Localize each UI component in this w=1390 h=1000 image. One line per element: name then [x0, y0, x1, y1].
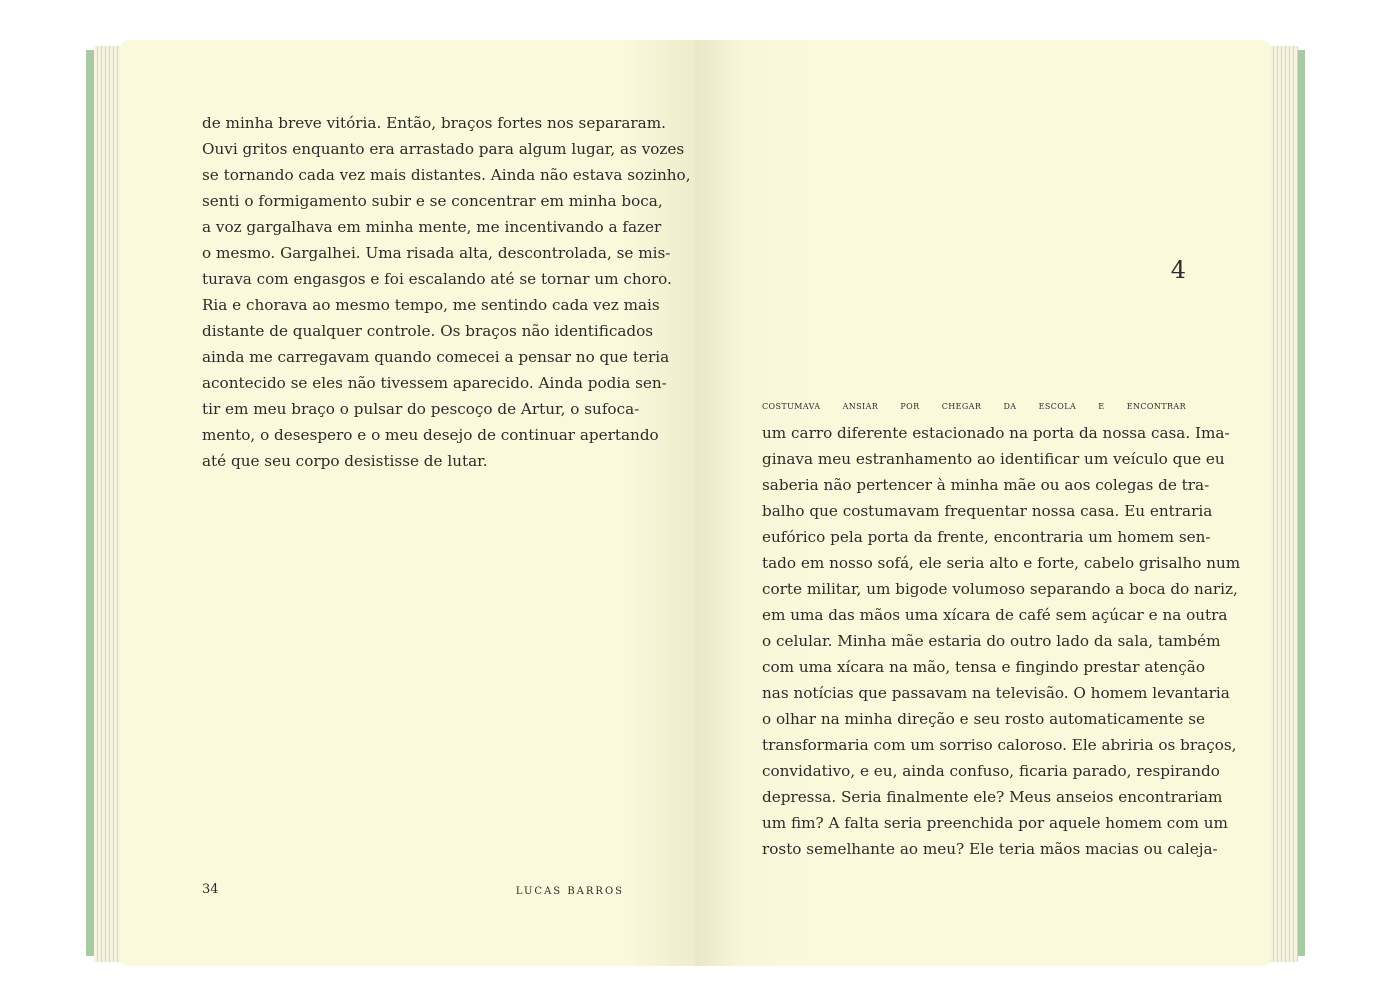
text-line: ginava meu estranhamento ao identificar um veículo que eu [762, 450, 1225, 468]
chapter-number: 4 [1170, 256, 1186, 284]
text-line: Ouvi gritos enquanto era arrastado para algum lugar, as vozes [202, 140, 685, 158]
text-line: transformaria com um sorriso caloroso. Ele abriria os braços, [762, 736, 1237, 754]
text-line: tado em nosso sofá, ele seria alto e forte, cabelo grisalho num [762, 554, 1241, 572]
text-line: corte militar, um bigode volumoso separando a boca do nariz, [762, 580, 1238, 598]
text-line: eufórico pela porta da frente, encontraria um homem sen- [762, 528, 1211, 546]
text-line: Ria e chorava ao mesmo tempo, me sentindo cada vez mais [202, 296, 660, 314]
text-line: um fim? A falta seria preenchida por aquele homem com um [762, 814, 1228, 832]
text-line: turava com engasgos e foi escalando até se tornar um choro. [202, 270, 672, 288]
text-line: o mesmo. Gargalhei. Uma risada alta, descontrolada, se mis- [202, 244, 671, 262]
text-line: o olhar na minha direção e seu rosto automaticamente se [762, 710, 1206, 728]
text-line: se tornando cada vez mais distantes. Ainda não estava sozinho, [202, 166, 691, 184]
text-line: a voz gargalhava em minha mente, me incentivando a fazer [202, 218, 662, 236]
book-cover-right-edge [1297, 50, 1305, 956]
chapter-opening-smallcaps: costumava ansiar por chegar da escola e encontrar [762, 398, 1186, 412]
text-line: mento, o desespero e o meu desejo de continuar apertando [202, 426, 659, 444]
text-line: senti o formigamento subir e se concentrar em minha boca, [202, 192, 663, 210]
text-line: um carro diferente estacionado na porta da nossa casa. Ima- [762, 424, 1230, 442]
text-line: até que seu corpo desistisse de lutar. [202, 452, 488, 470]
text-line: distante de qualquer controle. Os braços não identificados [202, 322, 654, 340]
text-line: acontecido se eles não tivessem aparecido. Ainda podia sen- [202, 374, 667, 392]
running-header-author: LUCAS BARROS [515, 886, 624, 897]
page-number: 34 [202, 882, 219, 897]
text-line: ainda me carregavam quando comecei a pensar no que teria [202, 348, 670, 366]
text-line: o celular. Minha mãe estaria do outro lado da sala, também [762, 632, 1221, 650]
text-line: de minha breve vitória. Então, braços fortes nos separaram. [202, 114, 666, 132]
text-line: depressa. Seria finalmente ele? Meus anseios encontrariam [762, 788, 1223, 806]
text-line: convidativo, e eu, ainda confuso, ficaria parado, respirando [762, 762, 1220, 780]
text-line: nas notícias que passavam na televisão. O homem levantaria [762, 684, 1230, 702]
text-line: com uma xícara na mão, tensa e fingindo prestar atenção [762, 658, 1205, 676]
left-page-body-text [202, 110, 691, 474]
book-cover-left-edge [86, 50, 94, 956]
text-line: em uma das mãos uma xícara de café sem açúcar e na outra [762, 606, 1228, 624]
text-line: tir em meu braço o pulsar do pescoço de Artur, o sufoca- [202, 400, 640, 418]
right-page-body-text [762, 420, 1241, 862]
text-line: rosto semelhante ao meu? Ele teria mãos macias ou caleja- [762, 840, 1218, 858]
text-line: balho que costumavam frequentar nossa casa. Eu entraria [762, 502, 1213, 520]
text-line: saberia não pertencer à minha mãe ou aos colegas de tra- [762, 476, 1210, 494]
